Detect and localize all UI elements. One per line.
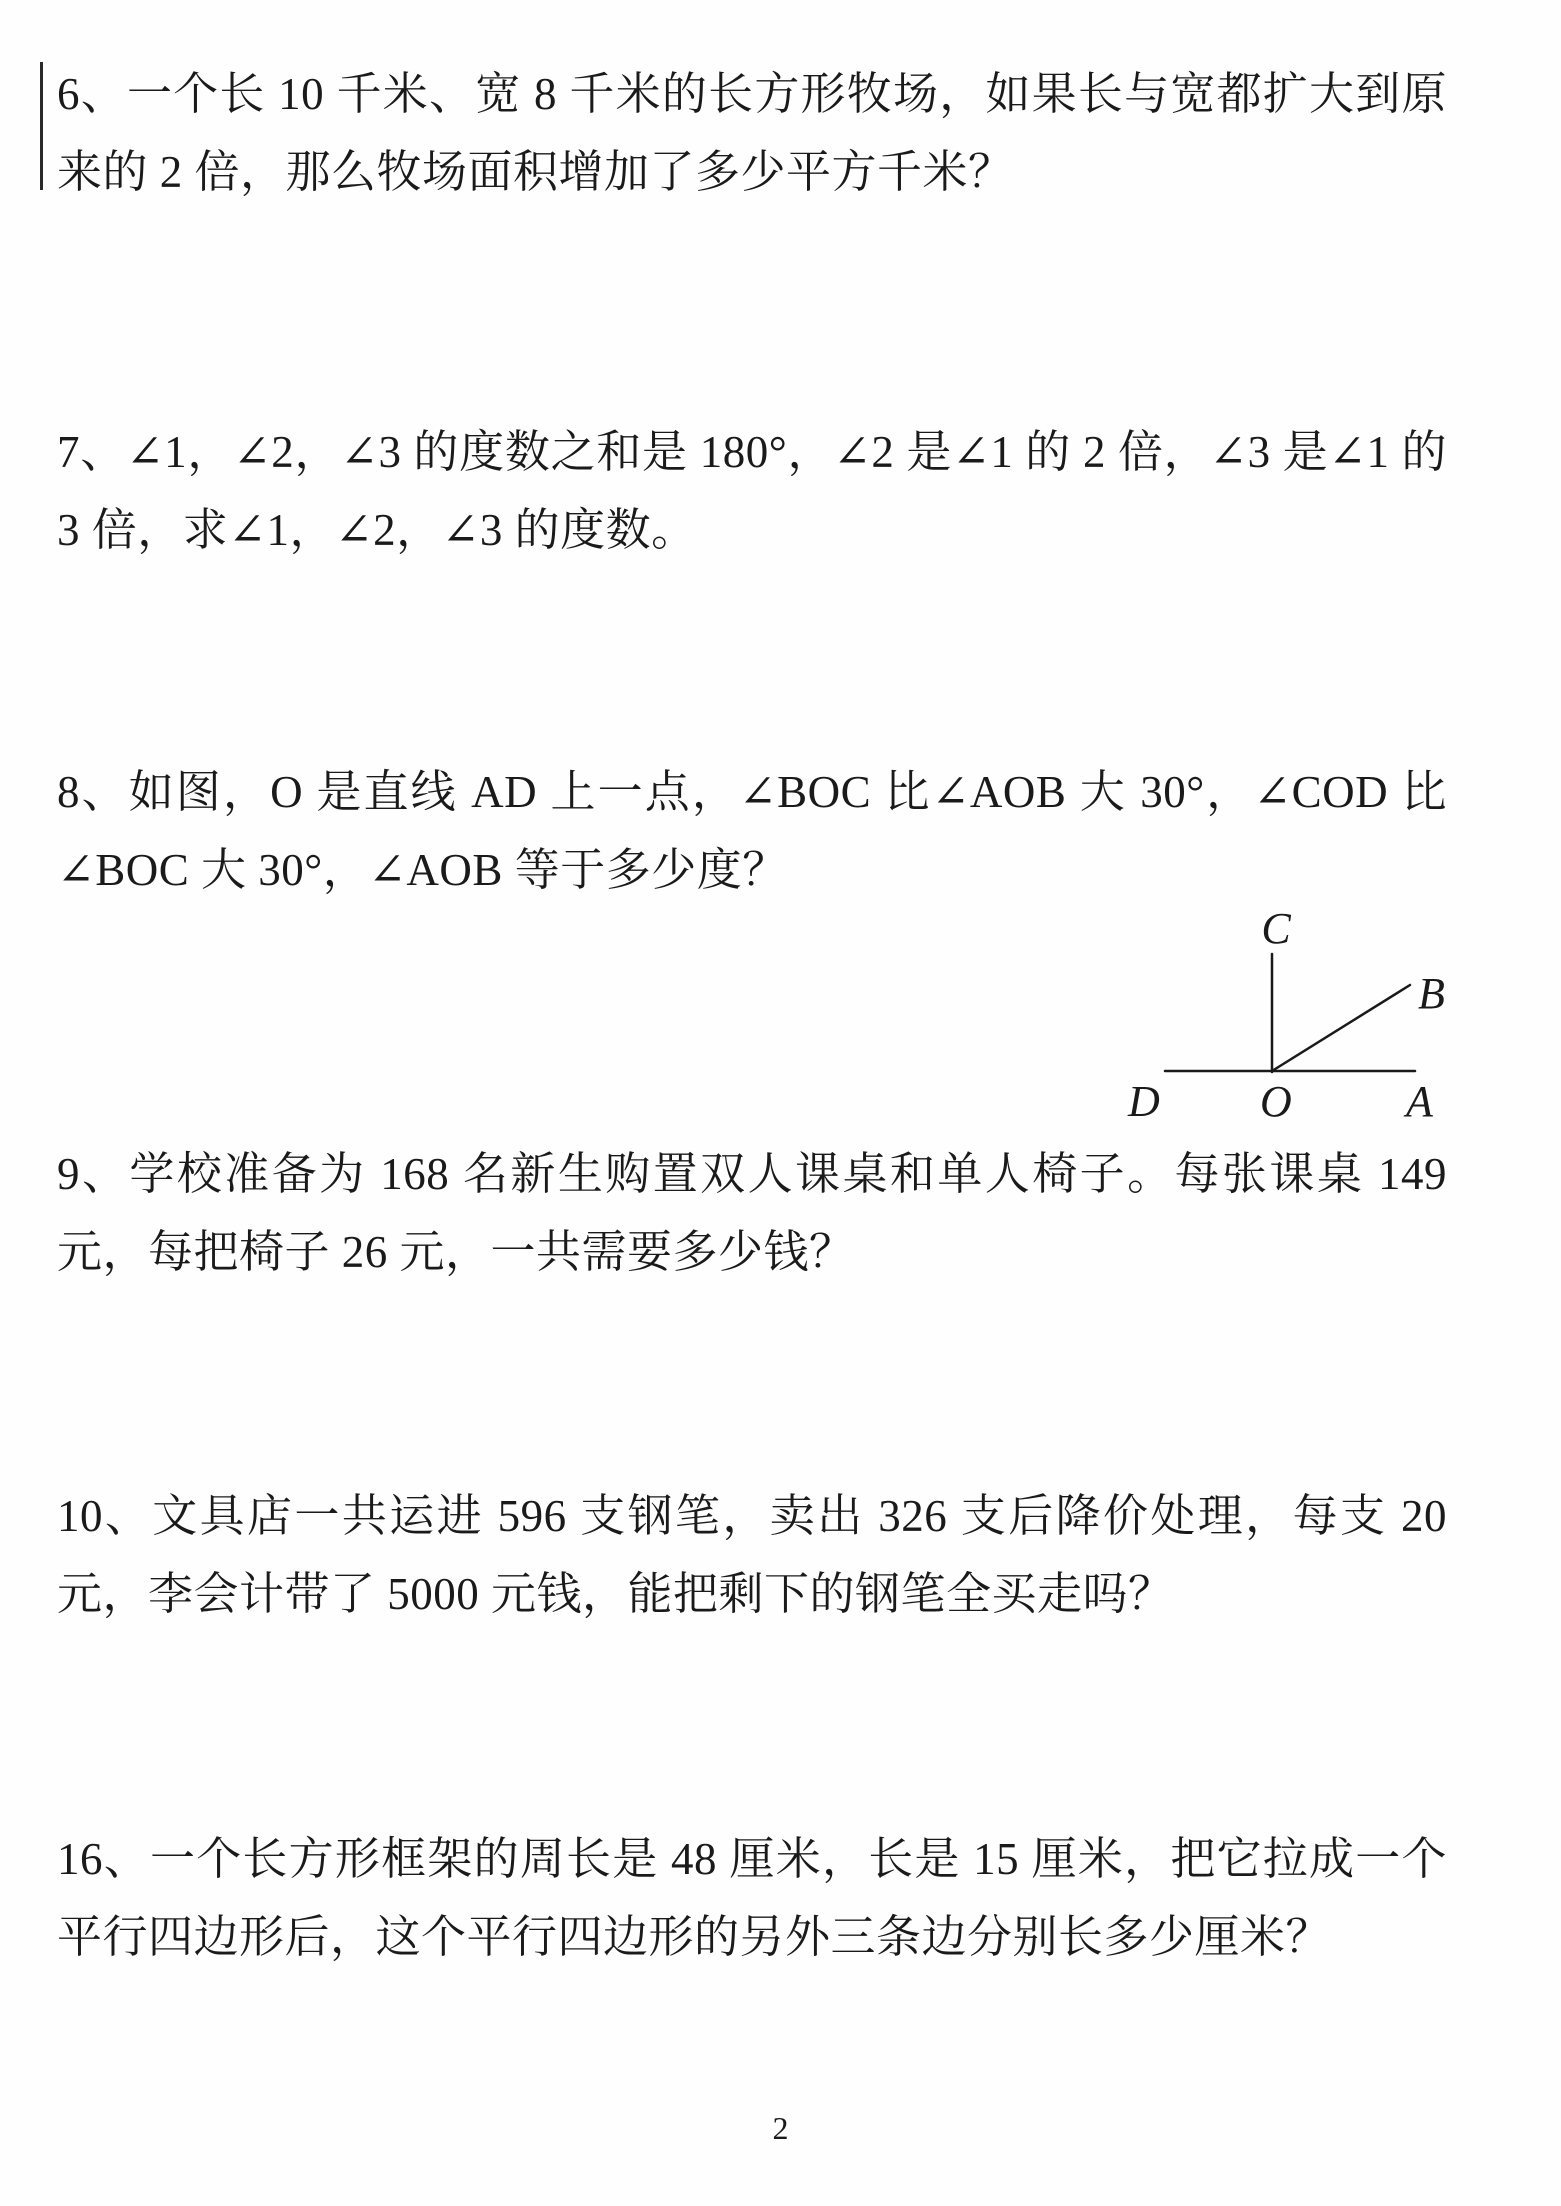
question-8: 8、如图，O 是直线 AD 上一点，∠BOC 比∠AOB 大 30°，∠COD 比∠BOC 大 30°，∠AOB 等于多少度？ — [57, 767, 1447, 895]
question-9: 9、学校准备为 168 名新生购置双人课桌和单人椅子。每张课桌 149 元，每把椅子 26 元，一共需要多少钱？ — [57, 1149, 1447, 1277]
diagram-label-b: B — [1418, 969, 1445, 1018]
question-7: 7、∠1，∠2，∠3 的度数之和是 180°，∠2 是∠1 的 2 倍，∠3 是∠1 的 3 倍，求∠1，∠2，∠3 的度数。 — [57, 427, 1447, 555]
question-10: 10、文具店一共运进 596 支钢笔，卖出 326 支后降价处理，每支 20 元，李会计带了 5000 元钱，能把剩下的钢笔全买走吗？ — [57, 1491, 1447, 1619]
scan-artifact-line — [40, 62, 43, 190]
diagram-label-d: D — [1128, 1077, 1160, 1126]
diagram-label-o: O — [1260, 1077, 1292, 1126]
question-6: 6、一个长 10 千米、宽 8 千米的长方形牧场，如果长与宽都扩大到原来的 2 倍，那么牧场面积增加了多少平方千米？ — [57, 69, 1447, 197]
question-16: 16、一个长方形框架的周长是 48 厘米，长是 15 厘米，把它拉成一个平行四边形后，这个平行四边形的另外三条边分别长多少厘米？ — [57, 1834, 1447, 1962]
diagram-label-a: A — [1406, 1077, 1433, 1126]
angle-diagram — [1120, 888, 1490, 1138]
ray-OB — [1272, 985, 1410, 1071]
page-number: 2 — [772, 2110, 789, 2146]
diagram-label-c: C — [1261, 904, 1291, 953]
